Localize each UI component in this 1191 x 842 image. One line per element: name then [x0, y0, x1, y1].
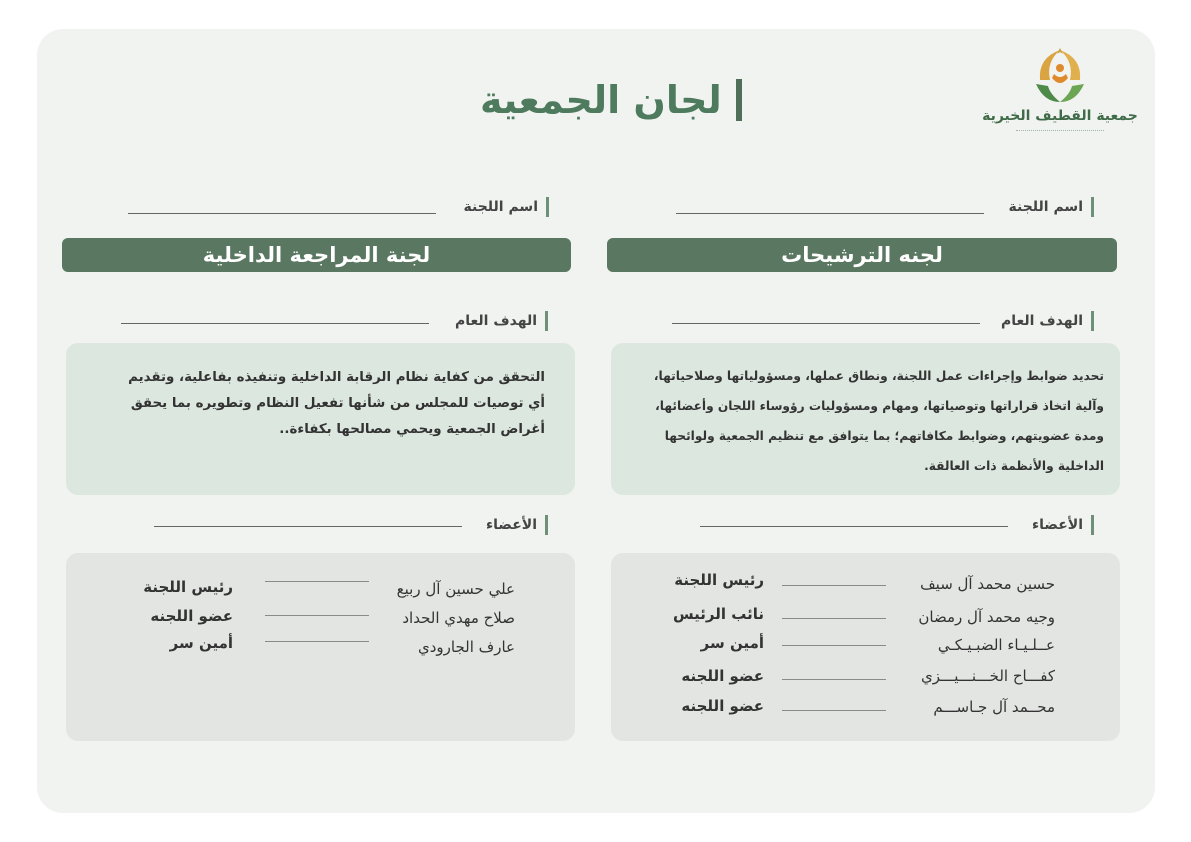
members-label-right — [1020, 514, 1094, 536]
member-role: أمين سر — [700, 634, 764, 652]
members-rule-right — [700, 526, 1008, 527]
goal-box-right — [611, 343, 1120, 495]
goal-text-right — [641, 361, 1104, 481]
member-role: عضو اللجنه — [681, 697, 764, 715]
member-separator — [782, 618, 886, 619]
member-name: وجيه محمد آل رمضان — [918, 608, 1055, 626]
committee-title-right: لجنه الترشيحات — [781, 243, 943, 267]
committee-name-label-right — [1002, 196, 1094, 218]
goal-line: أغراض الجمعية ويحمي مصالحها بكفاءة.. — [279, 422, 545, 437]
goal-label-left — [438, 310, 548, 332]
member-separator — [782, 679, 886, 680]
goal-line: الداخلية والأنظمة ذات العالقة. — [924, 459, 1104, 473]
member-name: صلاح مهدي الحداد — [402, 609, 515, 627]
logo-mark-icon — [1030, 44, 1090, 106]
goal-label-right — [990, 310, 1094, 332]
label-tick — [545, 515, 548, 535]
label-tick — [1091, 515, 1094, 535]
committee-title-left: لجنة المراجعة الداخلية — [202, 243, 431, 267]
label-tick — [1091, 311, 1094, 331]
committee-name-rule-left — [128, 213, 436, 214]
member-separator — [265, 615, 369, 616]
member-name: حسين محمد آل سيف — [920, 575, 1055, 593]
member-role: عضو اللجنه — [681, 667, 764, 685]
logo — [980, 44, 1140, 144]
page-title-text: لجان الجمعية — [480, 78, 722, 122]
members-label-text: الأعضاء — [1032, 517, 1083, 533]
member-name: كفـــاح الخـــنـــيـــزي — [921, 667, 1055, 685]
label-tick — [545, 311, 548, 331]
member-name: علي حسين آل ربيع — [396, 580, 515, 598]
members-label-text: الأعضاء — [486, 517, 537, 533]
label-tick — [1091, 197, 1094, 217]
goal-label-text: الهدف العام — [455, 313, 537, 329]
title-accent-bar — [736, 79, 742, 121]
goal-line: تحديد ضوابط وإجراءات عمل اللجنة، ونطاق عملها، ومسؤولياتها وصلاحياتها، — [653, 369, 1104, 383]
member-separator — [782, 585, 886, 586]
goal-line: أي توصيات للمجلس من شأنها تفعيل النظام وتطويره بما يحقق — [130, 396, 545, 411]
logo-tagline-line — [1016, 130, 1104, 132]
member-name: محــمد آل جـاســـم — [933, 698, 1055, 716]
member-separator — [782, 710, 886, 711]
committee-name-label-text: اسم اللجنة — [463, 199, 538, 215]
member-role: رئيس اللجنة — [674, 571, 764, 589]
goal-rule-right — [672, 323, 980, 324]
members-label-left — [474, 514, 548, 536]
member-separator — [782, 645, 886, 646]
member-role: رئيس اللجنة — [143, 578, 233, 596]
member-role: عضو اللجنه — [150, 607, 233, 625]
members-rule-left — [154, 526, 462, 527]
goal-text-left — [96, 365, 545, 443]
member-separator — [265, 581, 369, 582]
goal-rule-left — [121, 323, 429, 324]
committee-name-rule-right — [676, 213, 984, 214]
committee-name-label-left — [455, 196, 549, 218]
goal-label-text: الهدف العام — [1001, 313, 1083, 329]
member-role: أمين سر — [169, 634, 233, 652]
goal-line: ومدة عضويتهم، وضوابط مكافاتهم؛ بما يتوافق مع تنظيم الجمعية ولوائحها — [664, 429, 1104, 443]
member-separator — [265, 641, 369, 642]
logo-name: جمعية القطيف الخيرية — [982, 108, 1138, 124]
label-tick — [546, 197, 549, 217]
committee-banner-right — [607, 238, 1117, 272]
committee-banner-left — [62, 238, 571, 272]
goal-box-left — [66, 343, 575, 495]
goal-line: التحقق من كفاية نظام الرقابة الداخلية وتنفيذه بفاعلية، وتقديم — [128, 370, 545, 385]
goal-line: وآلية اتخاذ قراراتها وتوصياتها، ومهام ومسؤوليات رؤوساء اللجان وأعضائها، — [655, 399, 1104, 413]
member-name: عارف الجارودي — [418, 638, 515, 656]
committee-name-label-text: اسم اللجنة — [1008, 199, 1083, 215]
page-title — [480, 72, 770, 128]
member-role: نائب الرئيس — [672, 605, 764, 623]
member-name: عــلـيـاء الضبـيـكـي — [937, 636, 1055, 654]
